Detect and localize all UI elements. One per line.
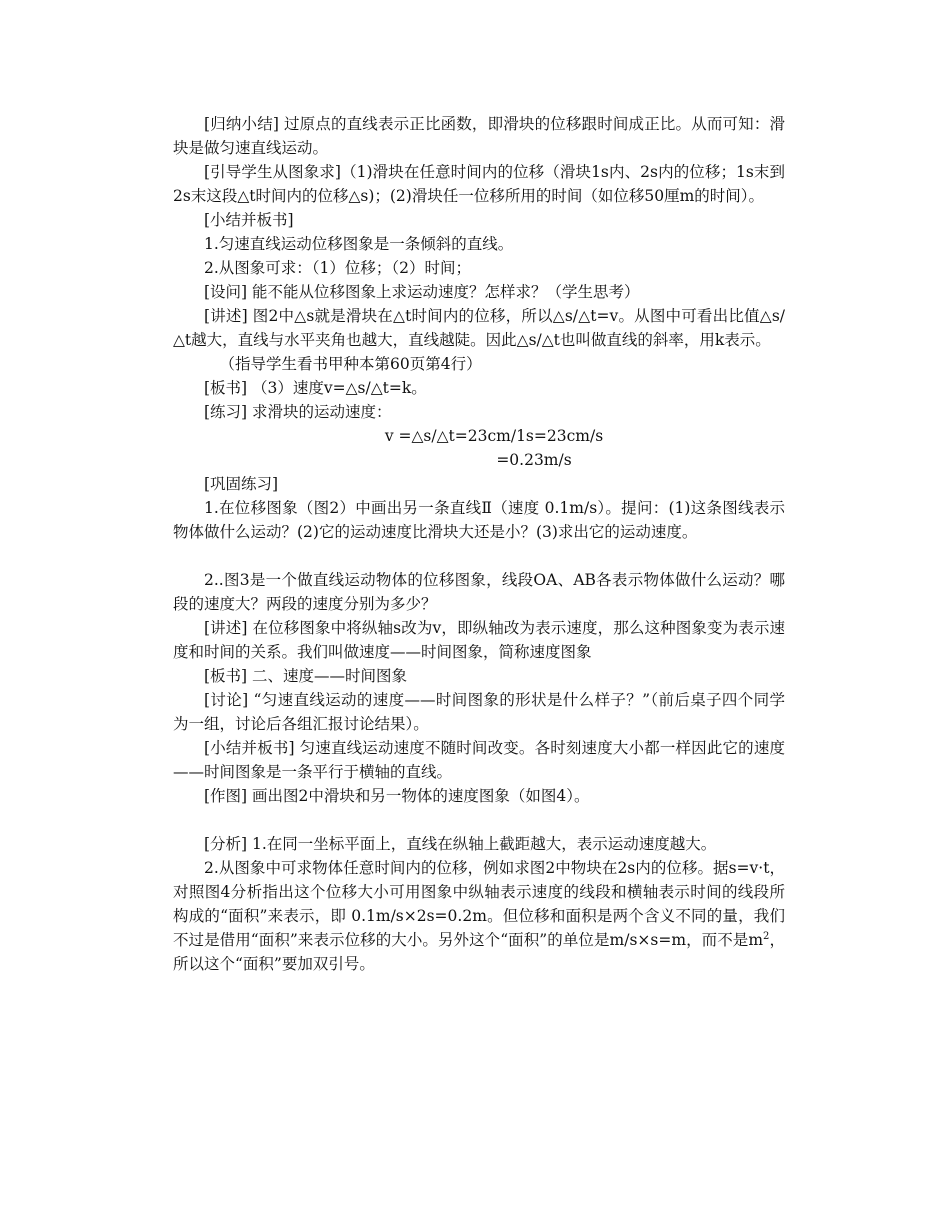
paragraph-summary-1: [归纳小结] 过原点的直线表示正比函数，即滑块的位移跟时间成正比。从而可知：滑块是做匀速直线运动。 bbox=[173, 115, 785, 157]
paragraph-drawing: [作图] 画出图2中滑块和另一物体的速度图象（如图4）。 bbox=[204, 787, 590, 805]
heading-consolidation: [巩固练习] bbox=[204, 475, 279, 493]
analysis-text-part-2: ，所以这个“面积”要加双引号。 bbox=[173, 931, 785, 973]
paragraph-lecture-1: [讲述] 图2中△s就是滑块在△t时间内的位移，所以△s/△t=v。从图中可看出比值△s/△t越大，直线与水平夹角也越大，直线越陡。因此△s/△t也叫做直线的斜率，用k表示。 bbox=[173, 307, 785, 349]
heading-summary-board: [小结并板书] bbox=[204, 211, 294, 229]
superscript-2: 2 bbox=[763, 930, 770, 942]
paragraph-consolidation-1: 1.在位移图象（图2）中画出另一条直线Ⅱ（速度 0.1m/s）。提问：(1)这条图线表示物体做什么运动？(2)它的运动速度比滑块大还是小？(3)求出它的运动速度。 bbox=[173, 499, 785, 541]
paragraph-book-guide: （指导学生看书甲种本第60页第4行） bbox=[219, 355, 482, 373]
paragraph-point-1: 1.匀速直线运动位移图象是一条倾斜的直线。 bbox=[204, 235, 514, 253]
blank-line bbox=[173, 808, 785, 832]
paragraph-consolidation-2: 2..图3是一个做直线运动物体的位移图象，线段OA、AB各表示物体做什么运动？哪段的速度大？两段的速度分别为多少？ bbox=[173, 571, 785, 613]
paragraph-analysis-1: [分析] 1.在同一坐标平面上，直线在纵轴上截距越大，表示运动速度越大。 bbox=[204, 835, 717, 853]
paragraph-question: [设问] 能不能从位移图象上求运动速度？怎样求？（学生思考） bbox=[204, 283, 640, 301]
equation-line-1: v =△s/△t=23cm/1s=23cm/s bbox=[384, 427, 604, 445]
equation-line-2: =0.23m/s bbox=[496, 451, 572, 469]
paragraph-board-2: [板书] 二、速度——时间图象 bbox=[204, 667, 408, 685]
paragraph-board-1: [板书] （3）速度v=△s/△t=k。 bbox=[204, 379, 427, 397]
paragraph-point-2: 2.从图象可求：（1）位移；（2）时间； bbox=[204, 259, 472, 277]
paragraph-lecture-2: [讲述] 在位移图象中将纵轴s改为v，即纵轴改为表示速度，那么这种图象变为表示速度和时间的关系。我们叫做速度——时间图象，简称速度图象 bbox=[173, 619, 785, 661]
paragraph-exercise: [练习] 求滑块的运动速度： bbox=[204, 403, 392, 421]
blank-line bbox=[173, 544, 785, 568]
analysis-text-part-1: 2.从图象中可求物体任意时间内的位移，例如求图2中物块在2s内的位移。据s=v·t，对照图4分析指出这个位移大小可用图象中纵轴表示速度的线段和横轴表示时间的线段所构成的“面积”来表示，即 0.1m/s×2s=0.2m。但位移和面积是两个含义不同的量，我们不过是借用“面积”来表示位移的大小。另外这个“面积”的单位是m/s×s=m，而不是m bbox=[173, 859, 785, 949]
document-page bbox=[173, 112, 785, 976]
paragraph-summary-2: [小结并板书] 匀速直线运动速度不随时间改变。各时刻速度大小都一样因此它的速度——时间图象是一条平行于横轴的直线。 bbox=[173, 739, 785, 781]
paragraph-guide: [引导学生从图象求]（1)滑块在任意时间内的位移（滑块1s内、2s内的位移；1s末到2s末这段△t时间内的位移△s)；(2)滑块任一位移所用的时间（如位移50厘m的时间）。 bbox=[173, 163, 785, 205]
paragraph-discussion: [讨论] “匀速直线运动的速度——时间图象的形状是什么样子？”（前后桌子四个同学为一组，讨论后各组汇报讨论结果）。 bbox=[173, 691, 785, 733]
paragraph-analysis-2 bbox=[173, 856, 785, 976]
